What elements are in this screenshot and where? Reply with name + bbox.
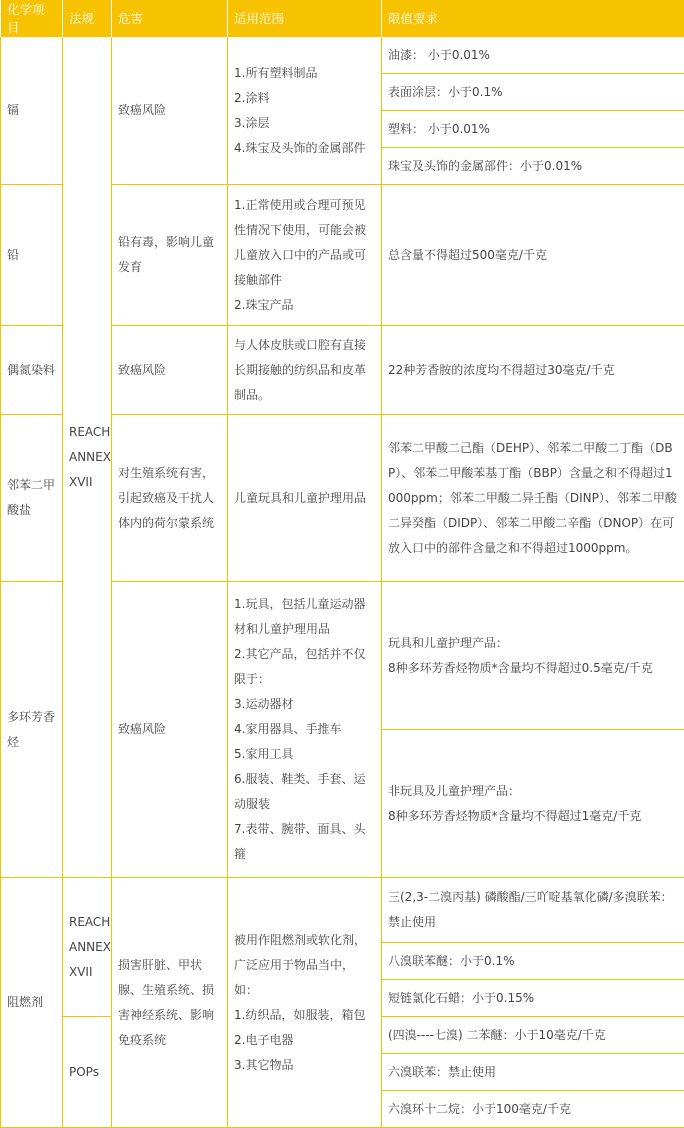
header-limit: 限值要求 [382,0,684,37]
regulation-line: REACH [69,910,105,935]
item-flame-retardants: 阻燃剂 [1,878,63,1128]
scope-line: 6.服装、鞋类、手套、运动服装 [234,767,375,817]
item-pah: 多环芳香烃 [1,582,63,878]
limit-line: 玩具和儿童护理产品： [388,631,678,656]
scope-line: 被用作阻燃剂或软化剂，广泛应用于物品当中，如： [234,928,375,1003]
item-azo: 偶氮染料 [1,326,63,415]
item-cadmium: 镉 [1,37,63,185]
limit-azo: 22种芳香胺的浓度均不得超过30毫克/千克 [382,326,684,415]
scope-line: 2.电子电器 [234,1028,375,1053]
scope-azo: 与人体皮肤或口腔有直接长期接触的纺织品和皮革制品。 [228,326,382,415]
limit-octabde: 八溴联苯醚：小于0.1% [382,943,684,980]
regulation-line: XVII [69,470,105,495]
regulation-line: XVII [69,960,105,985]
scope-line: 2.涂料 [234,86,375,111]
limit-cadmium-coating: 表面涂层：小于0.1% [382,74,684,111]
scope-line: 1.纺织品，如服装，箱包 [234,1003,375,1028]
regulation-line: ANNEX [69,935,105,960]
regulation-line: REACH [69,420,105,445]
item-lead: 铅 [1,185,63,326]
scope-line: 4.珠宝及头饰的金属部件 [234,136,375,161]
scope-line: 1.正常使用或合理可预见性情况下使用，可能会被儿童放入口中的产品或可接触部件 [234,193,375,293]
regulation-pops: POPs [63,1017,112,1128]
limit-line: 非玩具及儿童护理产品： [388,779,678,804]
hazard-lead: 铅有毒，影响儿童发育 [112,185,228,326]
regulation-reach-annex-xvii [63,37,112,878]
table-row [1,878,684,943]
header-scope: 适用范围 [228,0,382,37]
scope-line: 7.表带、腕带、面具、头箍 [234,817,375,867]
limit-phthalates: 邻苯二甲酸二己酯（DEHP）、邻苯二甲酸二丁酯（DBP）、邻苯二甲酸苯基丁酯（BBP）含量之和不得超过1000ppm；邻苯二甲酸二异壬酯（DINP）、邻苯二甲酸二异癸酯（DIDP）、邻苯二甲酸二辛酯（DNOP）在可放入口中的部件含量之和不得超过1000ppm。 [382,415,684,582]
limit-hbcdd: 六溴环十二烷：小于100毫克/千克 [382,1091,684,1128]
table-row [1,37,684,74]
hazard-azo: 致癌风险 [112,326,228,415]
limit-hexabb: 六溴联苯：禁止使用 [382,1054,684,1091]
limit-sccp: 短链氯化石蜡：小于0.15% [382,980,684,1017]
scope-line: 1.所有塑料制品 [234,61,375,86]
scope-lead [228,185,382,326]
scope-line: 2.其它产品，包括并不仅限于： [234,642,375,692]
header-item: 化学项目 [1,0,63,37]
limit-lead: 总含量不得超过500毫克/千克 [382,185,684,326]
hazard-phthalates: 对生殖系统有害，引起致癌及干扰人体内的荷尔蒙系统 [112,415,228,582]
scope-line: 3.运动器材 [234,692,375,717]
scope-pah [228,582,382,878]
scope-phthalates: 儿童玩具和儿童护理用品 [228,415,382,582]
scope-cadmium [228,37,382,185]
header-regulation: 法规 [63,0,112,37]
scope-line: 3.涂层 [234,111,375,136]
scope-line: 1.玩具，包括儿童运动器材和儿童护理用品 [234,592,375,642]
header-hazard: 危害 [112,0,228,37]
regulation-line: ANNEX [69,445,105,470]
limit-pah-non-toys [382,730,684,878]
hazard-cadmium: 致癌风险 [112,37,228,185]
scope-flame-retardants [228,878,382,1128]
scope-line: 4.家用器具、手推车 [234,717,375,742]
regulation-reach-annex-xvii [63,878,112,1017]
limit-line: 8种多环芳香烃物质*含量均不得超过1毫克/千克 [388,804,678,829]
hazard-flame-retardants: 损害肝脏、甲状腺、生殖系统、损害神经系统、影响免疫系统 [112,878,228,1128]
scope-line: 5.家用工具 [234,742,375,767]
limit-line: 8种多环芳香烃物质*含量均不得超过0.5毫克/千克 [388,656,678,681]
hazard-pah: 致癌风险 [112,582,228,878]
limit-cadmium-plastic: 塑料： 小于0.01% [382,111,684,148]
limit-cadmium-jewelry: 珠宝及头饰的金属部件：小于0.01% [382,148,684,185]
limit-tetra-hepta-bde: (四溴----七溴) 二苯醚：小于10毫克/千克 [382,1017,684,1054]
limit-trisbp-aziridinyl-pbb: 三(2,3-二溴丙基) 磷酸酯/三吖啶基氧化磷/多溴联苯：禁止使用 [382,878,684,943]
limit-cadmium-paint: 油漆： 小于0.01% [382,37,684,74]
item-phthalates: 邻苯二甲酸盐 [1,415,63,582]
scope-line: 3.其它物品 [234,1053,375,1078]
header-row [1,0,684,37]
limit-pah-toys [382,582,684,730]
scope-line: 2.珠宝产品 [234,293,375,318]
